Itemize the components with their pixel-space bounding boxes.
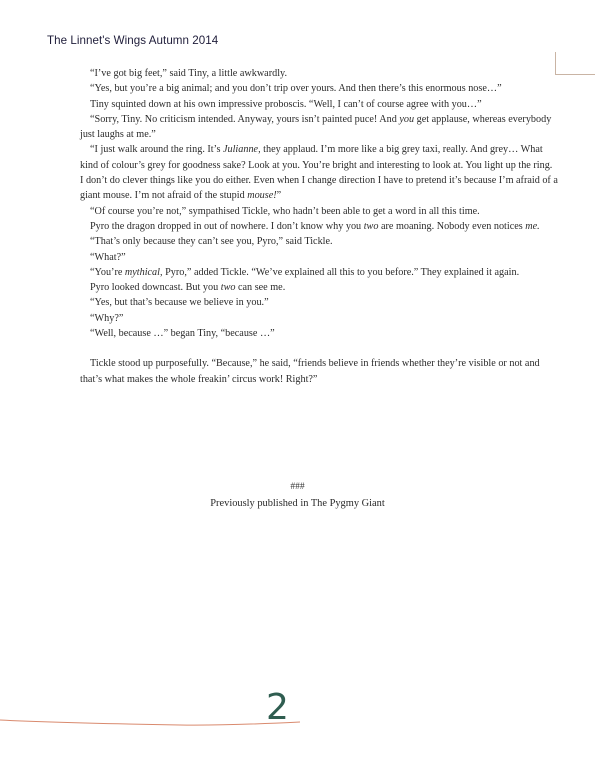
story-paragraph [80, 97, 558, 112]
story-paragraph [80, 311, 558, 326]
paragraph-gap [80, 341, 558, 356]
text-run: Pyro,” added Tickle. “We’ve explained all this to you before.” They explained it again. [162, 266, 520, 278]
text-run: “I’ve got big feet,” said Tiny, a little awkwardly. [90, 68, 288, 79]
text-run: “Yes, but you’re a big animal; and you don’t trip over yours. And then there’s this enormous nose…” [90, 83, 502, 95]
running-header: The Linnet's Wings Autumn 2014 [47, 34, 219, 47]
story-paragraph [80, 280, 558, 295]
story-text [80, 66, 558, 387]
text-run: “That’s only because they can’t see you, Pyro,” said Tickle. [90, 236, 333, 248]
text-run: “Yes, but that’s because we believe in you.” [90, 297, 269, 309]
italic-run: me. [525, 220, 540, 232]
text-run: Pyro the dragon dropped in out of nowhere. I don’t know why you [90, 220, 364, 232]
page-number: 2 [266, 687, 289, 728]
text-run: get applause, whereas everybody just laughs at me.” [80, 113, 552, 141]
story-paragraph [80, 66, 558, 81]
italic-run: mythical, [124, 266, 163, 278]
story-paragraph [80, 356, 558, 387]
text-run: “You’re [90, 266, 125, 278]
text-run: Tickle stood up purposefully. “Because,” he said, “friends believe in friends whether they’re visible or not and that’s what makes the whole freakin’ circus work! Right?” [80, 358, 540, 385]
text-run: “Why?” [90, 312, 124, 324]
text-run: “Of course you’re not,” sympathised Tickle, who hadn’t been able to get a word in all this time. [90, 205, 480, 217]
italic-run: two [220, 282, 236, 294]
story-paragraph [80, 295, 558, 310]
story-paragraph [80, 219, 558, 234]
story-paragraph [80, 326, 558, 341]
text-run: ” [276, 190, 282, 202]
section-separator: ### [290, 482, 305, 492]
story-paragraph [80, 265, 558, 280]
story-paragraph [80, 250, 558, 265]
story-paragraph [80, 142, 558, 203]
text-run: are moaning. Nobody even notices [378, 220, 526, 232]
text-run: Tiny squinted down at his own impressive proboscis. “Well, I can’t of course agree with you…” [90, 98, 482, 110]
text-run: “What?” [90, 251, 126, 263]
italic-run: Julianne, [222, 144, 261, 156]
story-paragraph [80, 112, 558, 143]
text-run: they applaud. I’m more like a big grey taxi, really. And grey… What kind of colour’s grey for goodness sake? Look at you. You’re bright and interesting to look at. You light up the ring. I don’t do clever things like you do either. Even when I change direction I have to pretend it’s because I’m afraid of a giant mouse. I’m not afraid of the stupid [80, 144, 558, 202]
italic-run: two [363, 220, 379, 232]
text-run: “Sorry, Tiny. No criticism intended. Anyway, yours isn’t painted puce! And [90, 113, 400, 125]
text-run: “I just walk around the ring. It’s [90, 144, 223, 156]
text-run: “Well, because …” began Tiny, “because …” [90, 328, 275, 340]
text-run: Pyro looked downcast. But you [90, 282, 221, 294]
publication-note: Previously published in The Pygmy Giant [210, 498, 385, 509]
italic-run: mouse! [247, 190, 277, 202]
story-paragraph [80, 204, 558, 219]
header-corner-rule [555, 52, 595, 75]
italic-run: you [399, 113, 415, 125]
story-paragraph [80, 234, 558, 249]
text-run: can see me. [235, 282, 286, 294]
footer-decorative-line [0, 717, 300, 729]
story-paragraph [80, 81, 558, 96]
